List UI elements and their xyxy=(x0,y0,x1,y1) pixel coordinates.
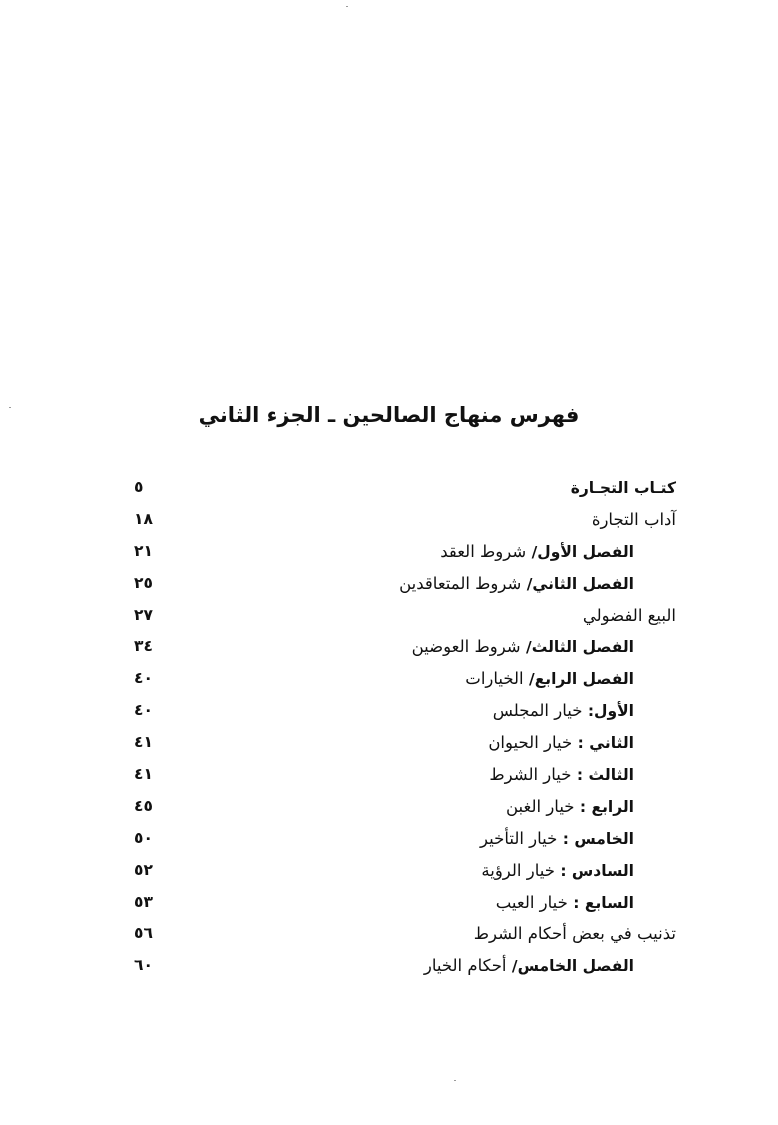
entry-text: شروط العوضين xyxy=(411,637,521,657)
entry-separator: : xyxy=(571,766,589,785)
entry-label: السابع xyxy=(584,893,634,912)
toc-entry-title xyxy=(496,887,634,920)
entry-text: خيار العيب xyxy=(495,892,568,912)
toc-entry xyxy=(128,823,676,855)
page-number: ٢٥ xyxy=(134,573,153,592)
entry-label: الخامس xyxy=(574,829,634,848)
entry-separator: : xyxy=(567,893,585,912)
entry-text: شروط المتعاقدين xyxy=(399,573,522,593)
toc-entry-title xyxy=(571,472,676,505)
toc-entry-title xyxy=(489,759,634,792)
entry-label: الرابع xyxy=(591,797,634,816)
toc-entry-title xyxy=(506,791,634,824)
entry-label: الفصل الرابع/ xyxy=(529,670,634,689)
entry-text: خيار الغبن xyxy=(505,796,575,816)
entry-label: الأول xyxy=(594,702,634,721)
scan-speck xyxy=(454,1080,456,1081)
toc-entry-title xyxy=(592,504,676,537)
page-number: ٤٠ xyxy=(134,669,153,688)
page-number: ٥٢ xyxy=(134,860,153,879)
toc-entry xyxy=(128,472,676,504)
entry-text: خيار الحيوان xyxy=(488,733,573,753)
toc-entry xyxy=(128,663,676,695)
entry-separator: : xyxy=(582,702,595,721)
entry-label: الثاني xyxy=(589,734,634,753)
entry-text: شروط العقد xyxy=(440,541,527,561)
toc-entry xyxy=(128,918,676,950)
page-number: ٣٤ xyxy=(134,637,153,656)
toc-entry xyxy=(128,695,676,727)
toc-entry xyxy=(128,887,676,919)
toc-entry-title xyxy=(399,568,634,601)
entry-text: خيار المجلس xyxy=(492,701,583,721)
entry-label: الفصل الخامس/ xyxy=(511,957,634,976)
entry-separator: : xyxy=(574,797,592,816)
toc-entry xyxy=(128,727,676,759)
toc-entry xyxy=(128,600,676,632)
toc-entry-title xyxy=(481,855,634,888)
page-title: فهرس منهاج الصالحين ـ الجزء الثاني xyxy=(198,403,580,427)
toc-entry-title xyxy=(424,950,634,983)
toc-entry xyxy=(128,504,676,536)
toc-entry xyxy=(128,950,676,982)
toc-entry-title xyxy=(583,600,676,633)
toc-entry xyxy=(128,855,676,887)
toc-entry-title xyxy=(412,631,634,664)
entry-text: تذنيب في بعض أحكام الشرط xyxy=(473,924,676,944)
entry-text: خيار الشرط xyxy=(489,765,572,785)
page-number: ١٨ xyxy=(134,509,153,528)
page-number: ٤٠ xyxy=(134,701,153,720)
entry-label: الفصل الأول/ xyxy=(531,542,634,561)
page-number: ٤١ xyxy=(134,765,153,784)
toc-entry xyxy=(128,631,676,663)
entry-separator: : xyxy=(572,734,590,753)
entry-label: الفصل الثاني/ xyxy=(526,574,634,593)
entry-label: الثالث xyxy=(588,766,634,785)
toc-entry-title xyxy=(474,918,676,951)
entry-separator: : xyxy=(557,829,575,848)
table-of-contents xyxy=(128,472,676,982)
scan-speck xyxy=(346,6,348,7)
page-number: ٢١ xyxy=(134,541,153,560)
page-number: ٥٦ xyxy=(134,924,153,943)
toc-entry-title xyxy=(488,727,634,760)
entry-label: السادس xyxy=(571,861,634,880)
toc-entry-title xyxy=(480,823,634,856)
page-number: ٢٧ xyxy=(134,605,153,624)
toc-entry xyxy=(128,568,676,600)
page-number: ٤١ xyxy=(134,733,153,752)
toc-entry xyxy=(128,759,676,791)
entry-text: آداب التجارة xyxy=(591,509,676,529)
toc-entry xyxy=(128,791,676,823)
page-number: ٦٠ xyxy=(134,956,153,975)
entry-text: أحكام الخيار xyxy=(423,956,507,976)
page-number: ٥٠ xyxy=(134,828,153,847)
toc-entry-title xyxy=(465,663,634,696)
entry-text: كتـاب التجـارة xyxy=(570,479,676,497)
entry-text: خيار التأخير xyxy=(480,828,558,848)
entry-text: الخيارات xyxy=(465,669,524,689)
page-number: ٤٥ xyxy=(134,796,153,815)
toc-entry-title xyxy=(493,695,634,728)
toc-entry xyxy=(128,536,676,568)
page-number: ٥٣ xyxy=(134,892,153,911)
entry-text: خيار الرؤية xyxy=(481,860,555,880)
entry-separator: : xyxy=(554,861,572,880)
entry-label: الفصل الثالث/ xyxy=(526,638,634,657)
page-number: ٥ xyxy=(134,478,144,496)
entry-text: البيع الفضولي xyxy=(582,605,676,625)
toc-entry-title xyxy=(440,536,634,569)
